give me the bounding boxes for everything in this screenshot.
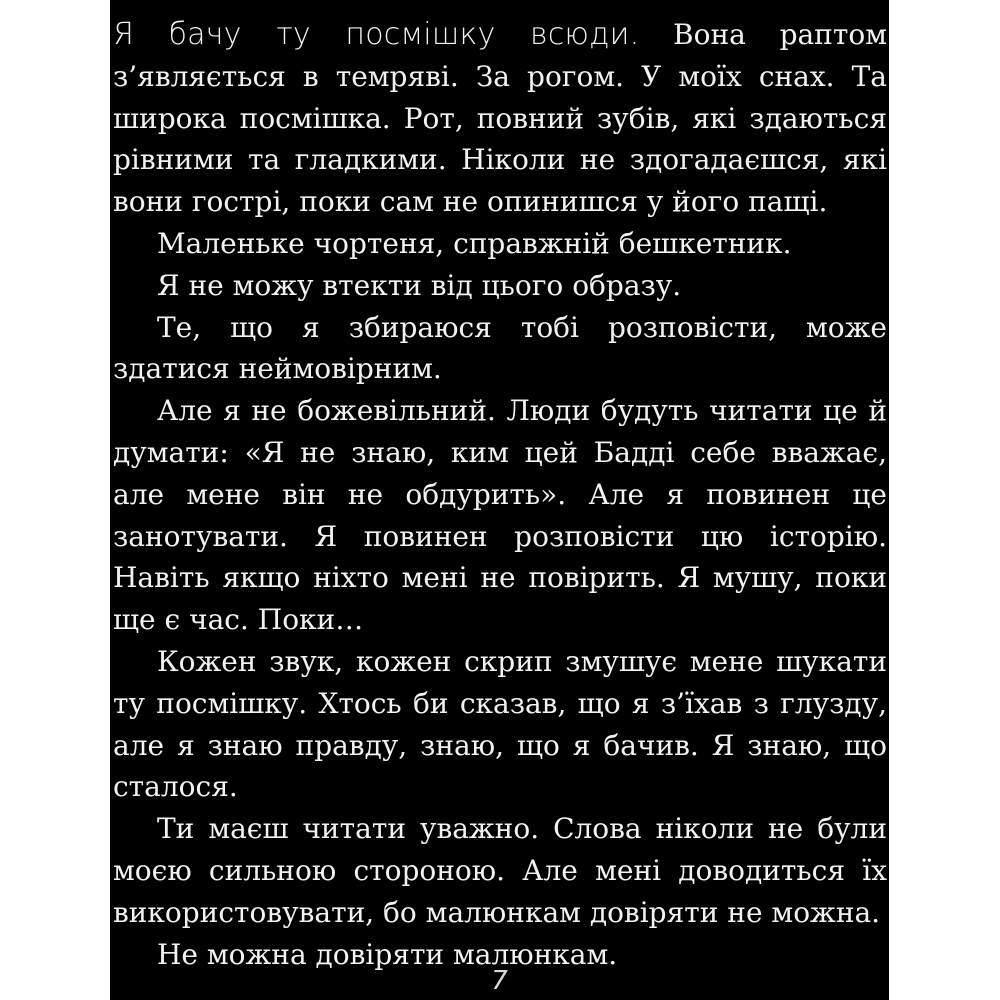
page-number: 7 <box>491 966 508 996</box>
paragraph: Я не можу втекти від цього образу. <box>157 268 682 302</box>
paragraph: Не можна довіряти малюнкам. <box>157 937 618 971</box>
paragraph-text: Вона раптом з’являється в темряві. За рогом. У моїх снах. Та широка посмішка. Рот, повний зубів, які здаються рівними та гладкими. Ніколи не здогадаєшся, які вони гострі, поки сам не опинишся у його пащі. <box>113 18 887 219</box>
body-text <box>113 14 887 975</box>
paragraph: Ти маєш читати уважно. Слова ніколи не були моєю сильною стороною. Але мені доводиться їх використовувати, бо малюнкам довіряти не можна. <box>113 812 887 929</box>
paragraph: Те, що я збираюся тобі розповісти, може здатися неймовірним. <box>113 310 887 386</box>
paragraph: Кожен звук, кожен скрип змушує мене шукати ту посмішку. Хтось би сказав, що я з’їхав з глузду, але я знаю правду, знаю, що я бачив. Я знаю, що сталося. <box>113 644 887 804</box>
paragraph <box>113 14 887 223</box>
paragraph: Маленьке чортеня, справжній бешкетник. <box>157 226 792 260</box>
opening-phrase: Я бачу ту посмішку всюди. <box>113 17 640 52</box>
book-page <box>110 0 889 1000</box>
paragraph: Але я не божевільний. Люди будуть читати це й думати: «Я не знаю, ким цей Бадді себе вважає, але мене він не обдурить». Але я повинен це занотувати. Я повинен розповісти цю історію. Навіть якщо ніхто мені не повірить. Я мушу, поки ще є час. Поки… <box>113 394 887 637</box>
